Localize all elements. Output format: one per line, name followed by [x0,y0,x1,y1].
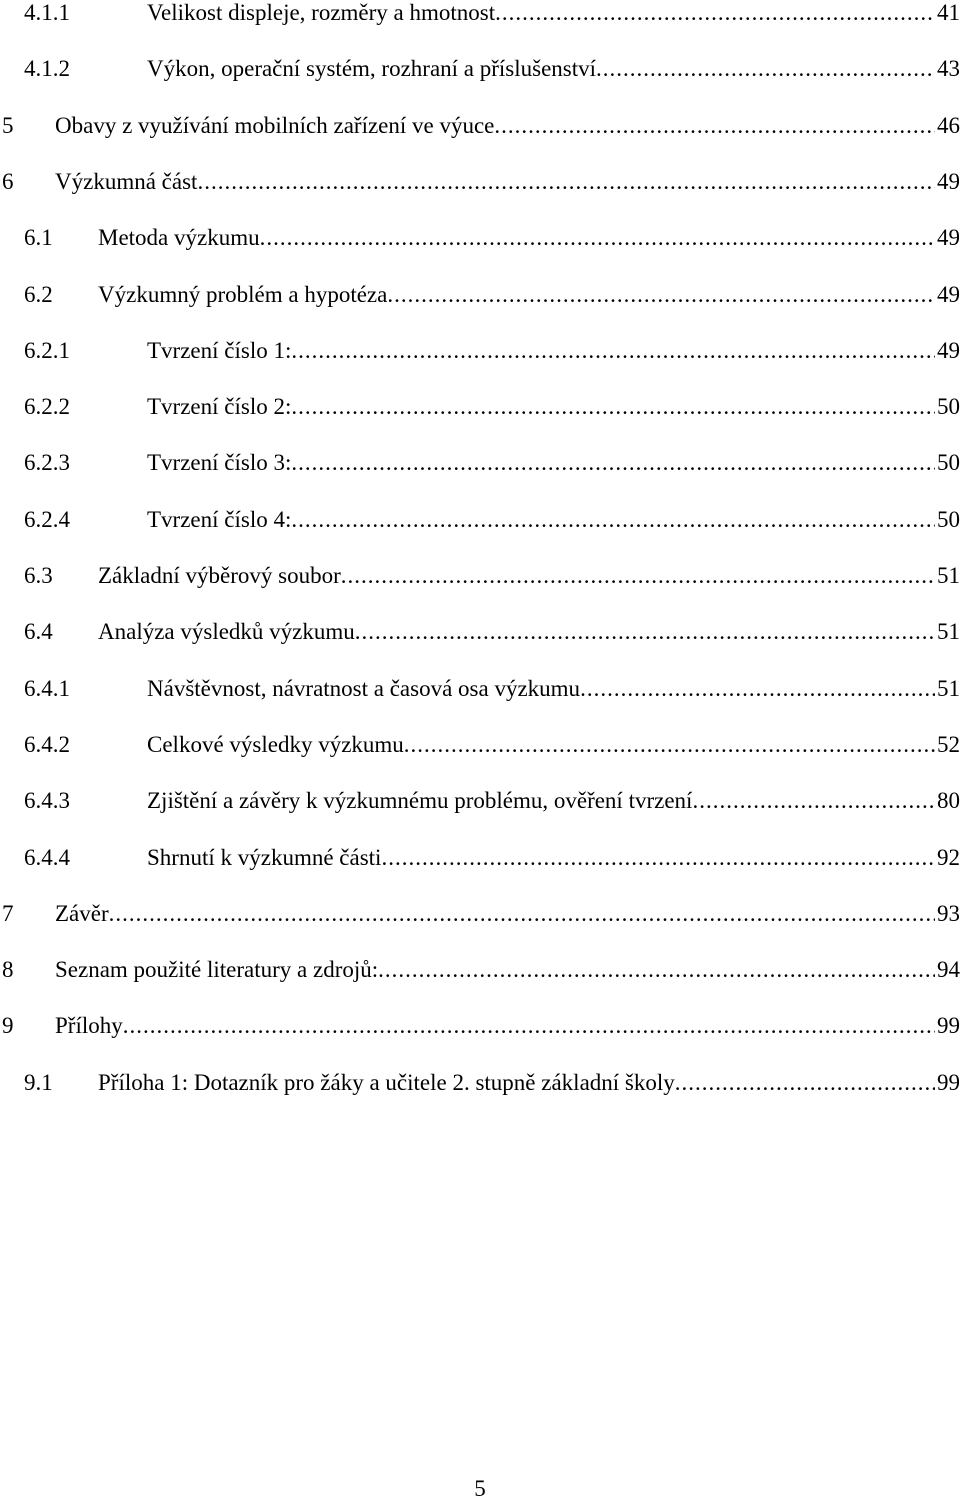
toc-entry-number: 6.2.3 [24,450,70,476]
toc-entry-body [98,1063,960,1103]
toc-entry-body [147,500,960,540]
toc-entry-title: Výzkumný problém a hypotéza [98,281,388,307]
toc-entry-body [147,0,960,33]
toc-entry-number: 9.1 [24,1069,53,1095]
toc-dot-leader [580,669,935,709]
page-number: 5 [474,1476,486,1501]
toc-entry-number: 5 [2,112,14,138]
toc-entry-page: 51 [937,563,960,588]
toc-entry-page: 51 [937,675,960,701]
toc-entry-number: 6.2.4 [24,506,70,532]
toc-entry-body [55,106,960,146]
toc-entry[interactable] [0,781,960,821]
toc-entry[interactable] [0,443,960,483]
toc-dot-leader [260,218,935,258]
toc-dot-leader [692,781,935,821]
toc-entry-title: Seznam použité literatury a zdrojů: [55,957,379,983]
toc-entry-title: Velikost displeje, rozměry a hmotnost [147,0,496,25]
toc-entry-title: Celkové výsledky výzkumu [147,731,404,757]
toc-entry-body [98,275,960,315]
toc-entry[interactable] [0,162,960,202]
toc-entry-page: 99 [937,1013,960,1039]
toc-entry-body [147,49,960,89]
toc-entry-body [98,556,960,596]
toc-entry-page: 43 [937,56,960,82]
toc-entry-body [147,669,960,709]
toc-entry-page: 50 [937,506,960,532]
toc-entry-number: 6.4 [24,619,53,645]
toc-entry-body [55,950,960,990]
toc-dot-leader [197,162,935,202]
toc-entry-page: 50 [937,450,960,476]
toc-entry-page: 50 [937,394,960,420]
toc-entry-page: 80 [937,788,960,814]
toc-entry-page: 49 [937,225,960,251]
toc-entry[interactable] [0,1006,960,1046]
toc-entry-number: 6 [2,168,14,194]
toc-entry-title: Výzkumná část [55,168,198,194]
toc-entry-title: Tvrzení číslo 2: [147,394,292,420]
toc-entry-title: Tvrzení číslo 1: [147,337,292,363]
toc-entry-number: 6.4.3 [24,788,70,814]
toc-entry[interactable] [0,894,960,934]
toc-dot-leader [495,0,935,33]
toc-entry-body [147,838,960,878]
toc-entry-number: 4.1.1 [24,0,70,25]
toc-entry-number: 6.2.1 [24,337,70,363]
toc-entry[interactable] [0,950,960,990]
toc-entry[interactable] [0,725,960,765]
toc-entry[interactable] [0,556,960,596]
toc-dot-leader [404,725,935,765]
toc-entry-body [147,725,960,765]
toc-entry-number: 8 [2,957,14,983]
toc-entry-page: 92 [937,844,960,870]
toc-entry-title: Základní výběrový soubor [98,563,341,588]
toc-entry[interactable] [0,275,960,315]
toc-entry[interactable] [0,106,960,146]
toc-dot-leader [123,1006,935,1046]
toc-dot-leader [291,387,935,427]
toc-entry-title: Závěr [55,900,109,926]
toc-entry-title: Výkon, operační systém, rozhraní a příslušenství [147,56,597,82]
toc-dot-leader [291,443,935,483]
toc-entry-body [55,894,960,934]
toc-entry-body [55,1006,960,1046]
toc-dot-leader [291,331,935,371]
toc-entry-page: 51 [937,619,960,645]
toc-entry-number: 6.4.1 [24,675,70,701]
toc-entry[interactable] [0,838,960,878]
toc-entry-number: 4.1.2 [24,56,70,82]
toc-entry-page: 93 [937,900,960,926]
toc-entry-title: Metoda výzkumu [98,225,260,251]
toc-entry-body [147,443,960,483]
toc-entry-title: Shrnutí k výzkumné části [147,844,382,870]
toc-entry-number: 6.1 [24,225,53,251]
toc-dot-leader [341,556,935,596]
toc-entry-body [55,162,960,202]
toc-entry[interactable] [0,331,960,371]
toc-dot-leader [291,500,935,540]
toc-entry-page: 52 [937,731,960,757]
toc-dot-leader [387,275,935,315]
toc-entry-number: 6.4.2 [24,731,70,757]
toc-entry[interactable] [0,49,960,89]
toc-entry-page: 94 [937,957,960,983]
toc-entry-page: 49 [937,168,960,194]
toc-dot-leader [109,894,935,934]
toc-dot-leader [378,950,935,990]
toc-entry[interactable] [0,612,960,652]
toc-entry-title: Zjištění a závěry k výzkumnému problému, ověření tvrzení [147,788,693,814]
toc-entry-body [147,331,960,371]
toc-entry-number: 7 [2,900,14,926]
toc-entry-body [147,781,960,821]
toc-entry-body [98,218,960,258]
toc-entry[interactable] [0,0,960,33]
toc-entry-title: Tvrzení číslo 3: [147,450,292,476]
toc-entry-body [147,387,960,427]
toc-dot-leader [494,106,935,146]
toc-entry-number: 6.3 [24,563,53,588]
toc-entry[interactable] [0,218,960,258]
toc-entry-number: 6.2.2 [24,394,70,420]
toc-entry-page: 99 [937,1069,960,1095]
toc-entry-title: Příloha 1: Dotazník pro žáky a učitele 2. stupně základní školy [98,1069,675,1095]
toc-entry-title: Analýza výsledků výzkumu [98,619,355,645]
toc-entry-title: Obavy z využívání mobilních zařízení ve výuce [55,112,495,138]
toc-dot-leader [381,838,935,878]
toc-dot-leader [355,612,935,652]
toc-entry-page: 49 [937,281,960,307]
toc-entry[interactable] [0,500,960,540]
toc-entry-number: 9 [2,1013,14,1039]
toc-dot-leader [596,49,935,89]
toc-entry-page: 46 [937,112,960,138]
toc-entry-page: 41 [937,0,960,25]
toc-entry[interactable] [0,669,960,709]
toc-entry-title: Návštěvnost, návratnost a časová osa výzkumu [147,675,581,701]
toc-entry[interactable] [0,1063,960,1103]
toc-entry-title: Tvrzení číslo 4: [147,506,292,532]
toc-dot-leader [675,1063,935,1103]
toc-entry-title: Přílohy [55,1013,123,1039]
toc-entry-number: 6.2 [24,281,53,307]
toc-entry[interactable] [0,387,960,427]
toc-entry-page: 49 [937,337,960,363]
toc-entry-number: 6.4.4 [24,844,70,870]
toc-entry-body [98,612,960,652]
